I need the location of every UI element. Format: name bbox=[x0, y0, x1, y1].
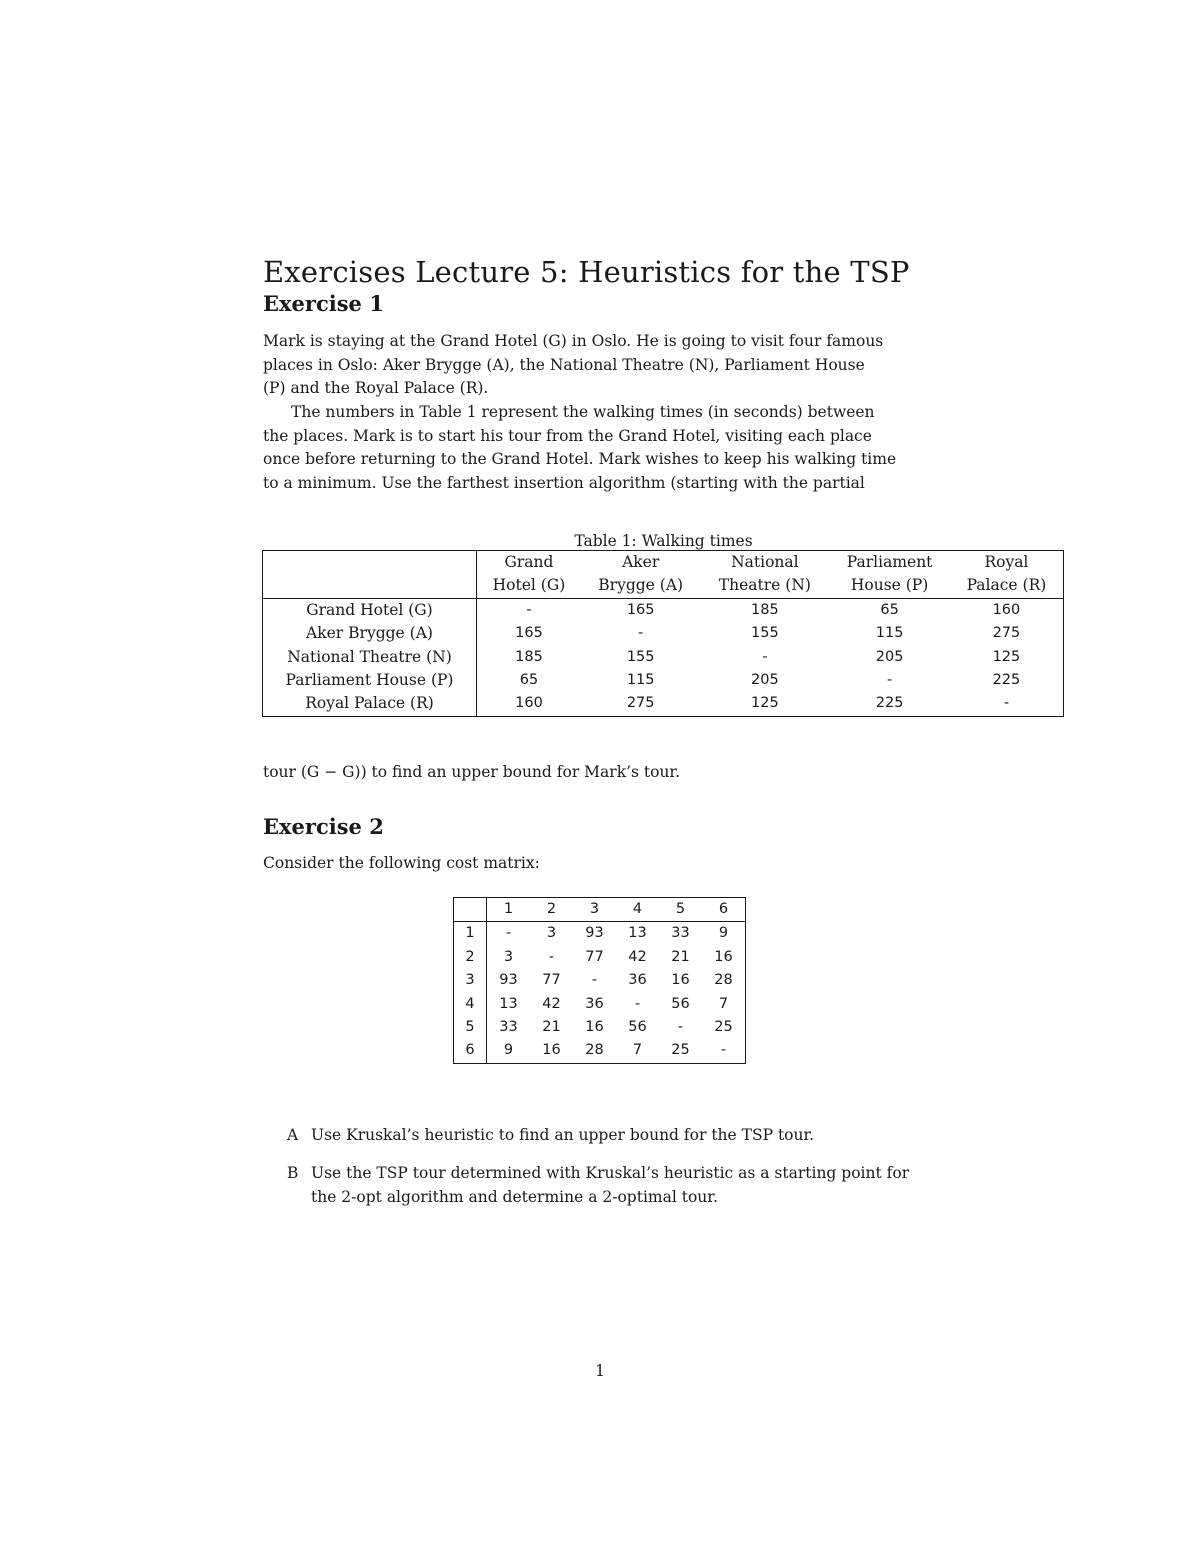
exercise-2-intro: Consider the following cost matrix: bbox=[263, 854, 540, 872]
table-row bbox=[263, 646, 1064, 669]
table-cell: 275 bbox=[626, 695, 655, 712]
matrix-cell: 3 bbox=[503, 948, 514, 965]
matrix-cell: - bbox=[505, 925, 512, 942]
table-row bbox=[263, 692, 1064, 716]
table-cell: 155 bbox=[626, 648, 655, 665]
exercise-1-paragraph-2 bbox=[263, 401, 938, 495]
text-line: the places. Mark is to start his tour from the Grand Hotel, visiting each place bbox=[263, 426, 872, 445]
matrix-cell: 36 bbox=[628, 972, 647, 989]
row-label: 4 bbox=[454, 993, 487, 1016]
cost-matrix-table bbox=[453, 897, 746, 1064]
table-cell: 115 bbox=[875, 625, 904, 642]
column-header: 6 bbox=[702, 898, 746, 922]
column-header: Palace (R) bbox=[950, 574, 1064, 598]
table-cell: 275 bbox=[992, 625, 1021, 642]
row-label: Royal Palace (R) bbox=[263, 692, 477, 716]
matrix-cell: 16 bbox=[671, 972, 690, 989]
table-row bbox=[263, 622, 1064, 645]
walking-times-table bbox=[262, 550, 1064, 717]
exercise-2-heading: Exercise 2 bbox=[263, 814, 384, 839]
list-item-label: B bbox=[287, 1164, 299, 1182]
matrix-cell: 42 bbox=[628, 948, 647, 965]
table-corner-cell bbox=[263, 574, 477, 598]
column-header: Grand bbox=[504, 553, 554, 571]
row-label: National Theatre (N) bbox=[263, 646, 477, 669]
table-1-caption: Table 1: Walking times bbox=[574, 532, 753, 550]
list-item-text: Use Kruskal’s heuristic to find an upper bound for the TSP tour. bbox=[311, 1126, 815, 1144]
table-cell: 65 bbox=[519, 672, 539, 689]
table-cell: 160 bbox=[992, 601, 1021, 618]
list-item-b bbox=[287, 1162, 938, 1209]
page-number: 1 bbox=[595, 1362, 605, 1380]
text-line: The numbers in Table 1 represent the walking times (in seconds) between bbox=[291, 403, 875, 421]
matrix-cell: 28 bbox=[585, 1042, 604, 1059]
table-corner-cell bbox=[263, 551, 477, 575]
text-line: (P) and the Royal Palace (R). bbox=[263, 379, 489, 397]
text-line: to a minimum. Use the farthest insertion algorithm (starting with the partial bbox=[263, 473, 865, 492]
row-label: Aker Brygge (A) bbox=[263, 622, 477, 645]
table-row bbox=[263, 598, 1064, 622]
matrix-header-row bbox=[454, 898, 746, 922]
matrix-cell: 3 bbox=[546, 925, 557, 942]
matrix-cell: 13 bbox=[628, 925, 647, 942]
row-label: 1 bbox=[454, 922, 487, 946]
matrix-cell: 28 bbox=[714, 972, 733, 989]
matrix-cell: 42 bbox=[542, 995, 561, 1012]
matrix-cell: 25 bbox=[714, 1019, 733, 1036]
row-label: 3 bbox=[454, 969, 487, 992]
matrix-cell: - bbox=[634, 995, 641, 1012]
exercise-1-paragraph-3: tour (G − G)) to find an upper bound for Mark’s tour. bbox=[263, 763, 681, 781]
matrix-cell: 9 bbox=[718, 925, 729, 942]
matrix-cell: 36 bbox=[585, 995, 604, 1012]
matrix-cell: - bbox=[720, 1042, 727, 1059]
table-header-row bbox=[263, 551, 1064, 575]
text-line: places in Oslo: Aker Brygge (A), the National Theatre (N), Parliament House bbox=[263, 355, 865, 374]
exercise-1-paragraph-1 bbox=[263, 330, 938, 401]
exercise-1-heading: Exercise 1 bbox=[263, 291, 384, 316]
table-cell: - bbox=[638, 625, 644, 642]
matrix-cell: 77 bbox=[542, 972, 561, 989]
table-cell: 205 bbox=[875, 648, 904, 665]
list-item-a bbox=[287, 1124, 938, 1148]
matrix-cell: 33 bbox=[671, 925, 690, 942]
column-header: National bbox=[731, 553, 799, 571]
matrix-row bbox=[454, 969, 746, 992]
matrix-cell: 13 bbox=[499, 995, 518, 1012]
table-cell: 185 bbox=[515, 648, 543, 665]
table-cell: 125 bbox=[992, 648, 1021, 665]
matrix-cell: - bbox=[591, 972, 598, 989]
table-cell: 125 bbox=[751, 695, 779, 712]
table-row bbox=[263, 669, 1064, 692]
matrix-row bbox=[454, 1016, 746, 1039]
table-cell: 165 bbox=[515, 625, 543, 642]
list-item-label: A bbox=[287, 1126, 299, 1144]
matrix-corner-cell bbox=[454, 898, 487, 922]
table-cell: 185 bbox=[751, 601, 779, 618]
column-header: Brygge (A) bbox=[581, 574, 700, 598]
list-item-text: Use the TSP tour determined with Kruskal’s heuristic as a starting point for the 2-opt algorithm and determine a 2-optimal tour. bbox=[311, 1164, 910, 1206]
row-label: 6 bbox=[454, 1039, 487, 1063]
table-cell: - bbox=[526, 601, 532, 618]
matrix-cell: - bbox=[677, 1019, 684, 1036]
column-header: 4 bbox=[616, 898, 659, 922]
matrix-row bbox=[454, 1039, 746, 1063]
table-cell: 205 bbox=[751, 672, 779, 689]
matrix-row bbox=[454, 922, 746, 946]
column-header: Hotel (G) bbox=[477, 574, 581, 598]
matrix-cell: 56 bbox=[628, 1019, 647, 1036]
column-header: 2 bbox=[530, 898, 573, 922]
table-cell: 115 bbox=[626, 672, 655, 689]
matrix-cell: 33 bbox=[499, 1019, 518, 1036]
table-cell: - bbox=[886, 672, 893, 689]
column-header: 3 bbox=[573, 898, 616, 922]
table-cell: - bbox=[1003, 695, 1010, 712]
table-cell: 225 bbox=[875, 695, 904, 712]
matrix-row bbox=[454, 946, 746, 969]
matrix-cell: - bbox=[548, 948, 555, 965]
row-label: Parliament House (P) bbox=[263, 669, 477, 692]
column-header: House (P) bbox=[829, 574, 950, 598]
page-title: Exercises Lecture 5: Heuristics for the TSP bbox=[263, 255, 910, 290]
matrix-cell: 56 bbox=[671, 995, 690, 1012]
matrix-cell: 93 bbox=[585, 925, 604, 942]
column-header: Aker bbox=[622, 553, 660, 571]
text-line: Mark is staying at the Grand Hotel (G) in Oslo. He is going to visit four famous bbox=[263, 332, 884, 350]
column-header: Parliament bbox=[846, 553, 933, 571]
row-label: Grand Hotel (G) bbox=[263, 598, 477, 622]
matrix-cell: 16 bbox=[714, 948, 733, 965]
row-label: 2 bbox=[454, 946, 487, 969]
column-header: Royal bbox=[984, 553, 1029, 571]
table-cell: 225 bbox=[992, 672, 1021, 689]
column-header: Theatre (N) bbox=[700, 574, 829, 598]
matrix-cell: 25 bbox=[671, 1042, 690, 1059]
matrix-cell: 7 bbox=[718, 995, 729, 1012]
matrix-row bbox=[454, 993, 746, 1016]
column-header: 1 bbox=[487, 898, 531, 922]
matrix-cell: 21 bbox=[671, 948, 690, 965]
table-cell: 155 bbox=[751, 625, 779, 642]
text-line: once before returning to the Grand Hotel. Mark wishes to keep his walking time bbox=[263, 450, 897, 468]
matrix-cell: 16 bbox=[542, 1042, 561, 1059]
row-label: 5 bbox=[454, 1016, 487, 1039]
table-header-row bbox=[263, 574, 1064, 598]
matrix-cell: 9 bbox=[503, 1042, 514, 1059]
matrix-cell: 77 bbox=[585, 948, 604, 965]
table-cell: - bbox=[762, 648, 768, 665]
table-cell: 160 bbox=[515, 695, 543, 712]
matrix-cell: 21 bbox=[542, 1019, 561, 1036]
matrix-cell: 7 bbox=[632, 1042, 643, 1059]
table-cell: 165 bbox=[626, 601, 655, 618]
column-header: 5 bbox=[659, 898, 702, 922]
matrix-cell: 16 bbox=[585, 1019, 604, 1036]
table-cell: 65 bbox=[880, 601, 899, 618]
matrix-cell: 93 bbox=[499, 972, 518, 989]
